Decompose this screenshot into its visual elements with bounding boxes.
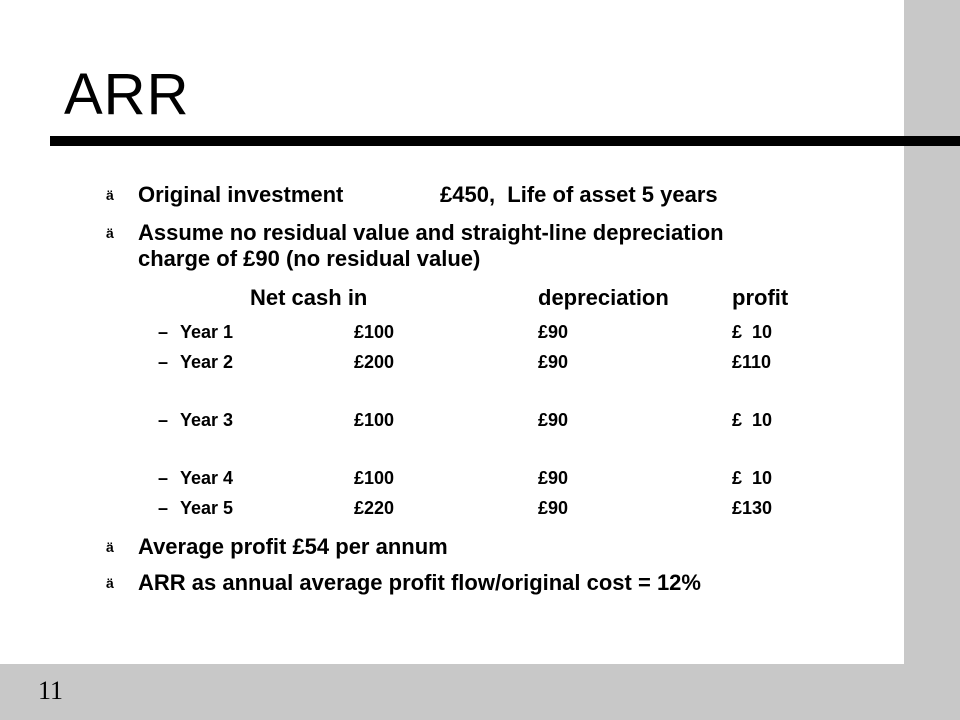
row-year: Year 3 xyxy=(180,410,234,430)
header-profit: profit xyxy=(732,285,789,310)
row-profit: £130 xyxy=(732,498,773,518)
bullet-1-value: £450, Life of asset 5 years xyxy=(440,182,718,207)
dash-icon: – xyxy=(158,468,169,488)
row-cash: £100 xyxy=(354,468,395,488)
row-year: Year 2 xyxy=(180,352,234,372)
dash-icon: – xyxy=(158,498,169,518)
bullet-2-line-2: charge of £90 (no residual value) xyxy=(138,246,481,271)
bottom-frame-bar xyxy=(0,664,960,720)
title-underline xyxy=(50,136,960,146)
bullet-icon: ä xyxy=(106,225,114,241)
row-depreciation: £90 xyxy=(538,352,569,372)
bullet-4-text: ARR as annual average profit flow/original cost = 12% xyxy=(138,570,701,595)
row-year: Year 5 xyxy=(180,498,234,518)
row-year: Year 1 xyxy=(180,322,234,342)
bullet-icon: ä xyxy=(106,575,114,591)
row-cash: £100 xyxy=(354,410,395,430)
row-cash: £200 xyxy=(354,352,395,372)
bullet-1-label: Original investment xyxy=(138,182,344,207)
header-net-cash-in: Net cash in xyxy=(250,285,368,310)
dash-icon: – xyxy=(158,322,169,342)
dash-icon: – xyxy=(158,410,169,430)
bullet-3-text: Average profit £54 per annum xyxy=(138,534,448,559)
row-depreciation: £90 xyxy=(538,410,569,430)
slide-number: 11 xyxy=(38,676,64,705)
row-profit: £ 10 xyxy=(732,322,773,342)
row-depreciation: £90 xyxy=(538,322,569,342)
slide-title: ARR xyxy=(64,62,190,127)
row-cash: £100 xyxy=(354,322,395,342)
row-profit: £ 10 xyxy=(732,410,773,430)
row-cash: £220 xyxy=(354,498,395,518)
bullet-icon: ä xyxy=(106,187,114,203)
row-depreciation: £90 xyxy=(538,498,569,518)
row-profit: £ 10 xyxy=(732,468,773,488)
right-frame-bar xyxy=(904,0,960,720)
row-year: Year 4 xyxy=(180,468,234,488)
row-depreciation: £90 xyxy=(538,468,569,488)
header-depreciation: depreciation xyxy=(538,285,669,310)
dash-icon: – xyxy=(158,352,169,372)
bullet-2-line-1: Assume no residual value and straight-line depreciation xyxy=(138,220,724,245)
bullet-icon: ä xyxy=(106,539,114,555)
row-profit: £110 xyxy=(732,352,772,372)
